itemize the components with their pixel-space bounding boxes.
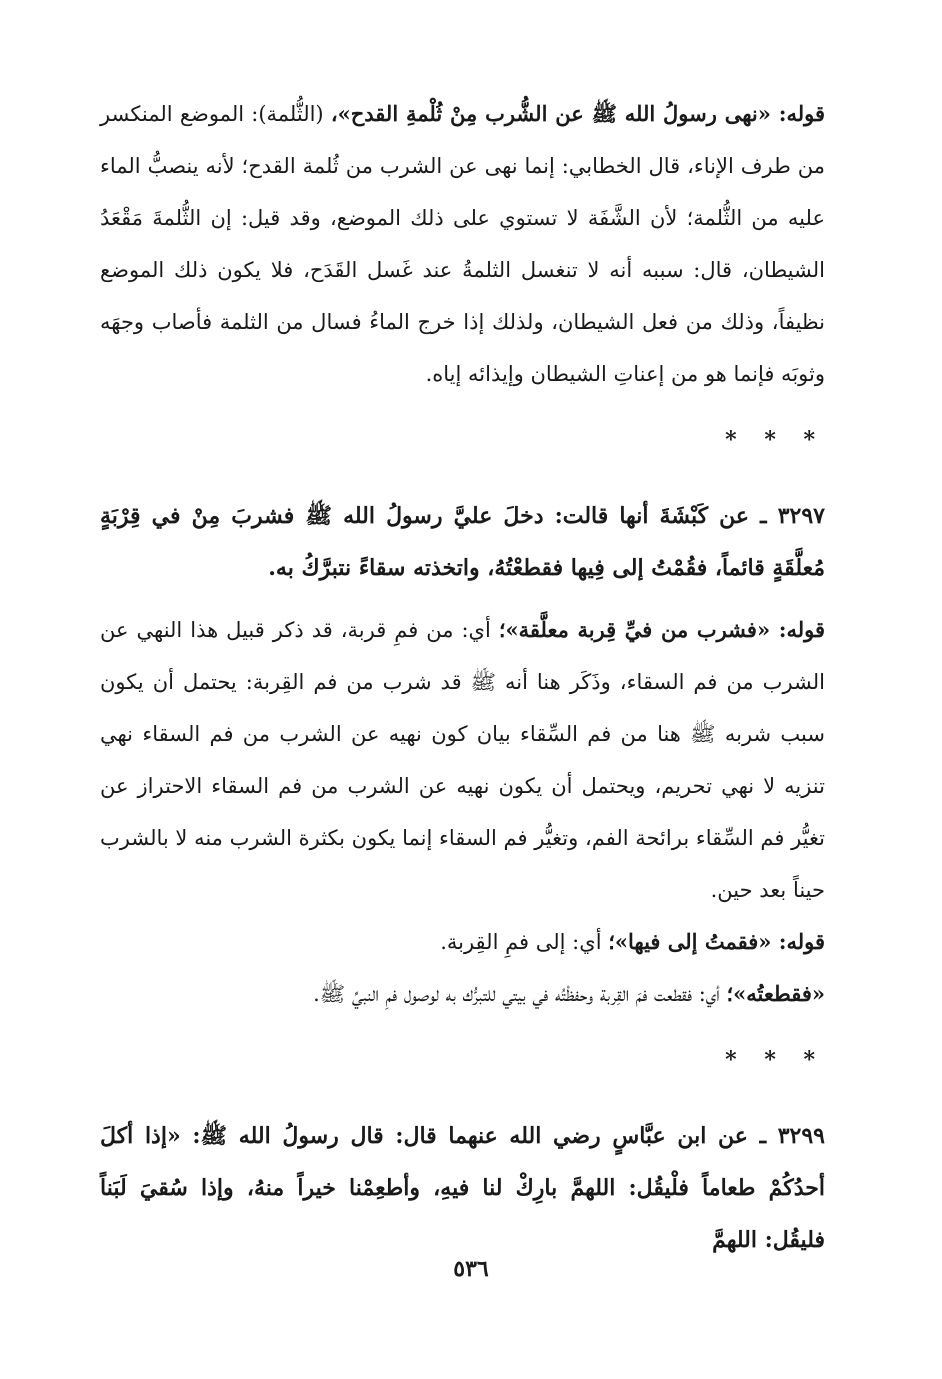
hadith-3297: ٣٢٩٧ ـ عن كَبْشَةَ أنها قالت: دخلَ عليَّ رسولُ الله ﷺ فشربَ مِنْ في قِرْبَةٍ مُعلَّقَةٍ قائماً، فقُمْتُ إلى فِيها فقطعْتُهُ، واتخذته سقاءً نتبرَّكُ به. [100, 503, 825, 581]
page-body [100, 88, 825, 1266]
commentary-qirba [100, 604, 825, 916]
commentary-text: (الثُّلمة): الموضع المنكسر من طرف الإناء، قال الخطابي: إنما نهى عن الشرب من ثُلمة القدح؛ لأنه ينصبُّ الماء عليه من الثُّلمة؛ لأن الشَّفَة لا تستوي على ذلك الموضع، وقد قيل: إن الثُّلمةَ مَقْعَدُ الشيطان، قال: سببه أنه لا تنغسل الثلمةُ عند غَسل القَدَح، فلا يكون ذلك الموضع نظيفاً، وذلك من فعل الشيطان، ولذلك إذا خرج الماءُ فسال من الثلمة فأصاب وجهَه وثوبَه فإنما هو من إعناتِ الشيطان وإيذائه إياه. [100, 102, 825, 386]
page-number: ٥٣٦ [453, 1256, 489, 1282]
hadith-3299: ٣٢٩٩ ـ عن ابن عبَّاسٍ رضي الله عنهما قال: قال رسولُ الله ﷺ: «إذا أكلَ أحدُكُمْ طعاماً فلْيقُل: اللهمَّ بارِكْ لنا فيهِ، وأطعِمْنا خيراً منهُ، وإذا سُقيَ لَبَناً فليقُل: اللهمَّ [100, 1123, 825, 1253]
commentary-thulma [100, 88, 825, 400]
commentary-qataatuhu [100, 968, 825, 1020]
commentary-text: أي: من فمِ قربة، قد ذكر قبيل هذا النهي عن الشرب من فم السقاء، وذَكَر هنا أنه ﷺ قد شرب من فم القِربة: يحتمل أن يكون سبب شربه ﷺ هنا من فم السِّقاء بيان كون نهيه عن الشرب من فم السقاء نهي تنزيه لا نهي تحريم، ويحتمل أن يكون نهيه عن الشرب من فم السقاء الاحتراز عن تغيُّر فم السِّقاء برائحة الفم، وتغيُّر فم السقاء إنما يكون بكثرة الشرب منه لا بالشرب حيناً بعد حين. [100, 618, 825, 902]
commentary-text: أي: فقطعت فمَ القِربة وحفظْتُه في بيتي للتبرُّك به لوصول فمِ النبيِّ ﷺ. [313, 982, 727, 1006]
section-separator: * * * [725, 427, 825, 453]
section-separator: * * * [725, 1047, 825, 1073]
quote-heading: قوله: «فقمتُ إلى فيها»؛ [608, 929, 825, 954]
quote-heading: «فقطعتُه»؛ [726, 981, 825, 1006]
quote-heading: قوله: «فشرب من فيِّ قِربة معلَّقة»؛ [498, 617, 826, 642]
commentary-text: أي: إلى فمِ القِربة. [440, 930, 609, 954]
quote-heading: قوله: «نهى رسولُ الله ﷺ عن الشُّرب مِنْ ثُلْمةِ القدح»، [330, 101, 825, 126]
commentary-qumtu [100, 916, 825, 968]
